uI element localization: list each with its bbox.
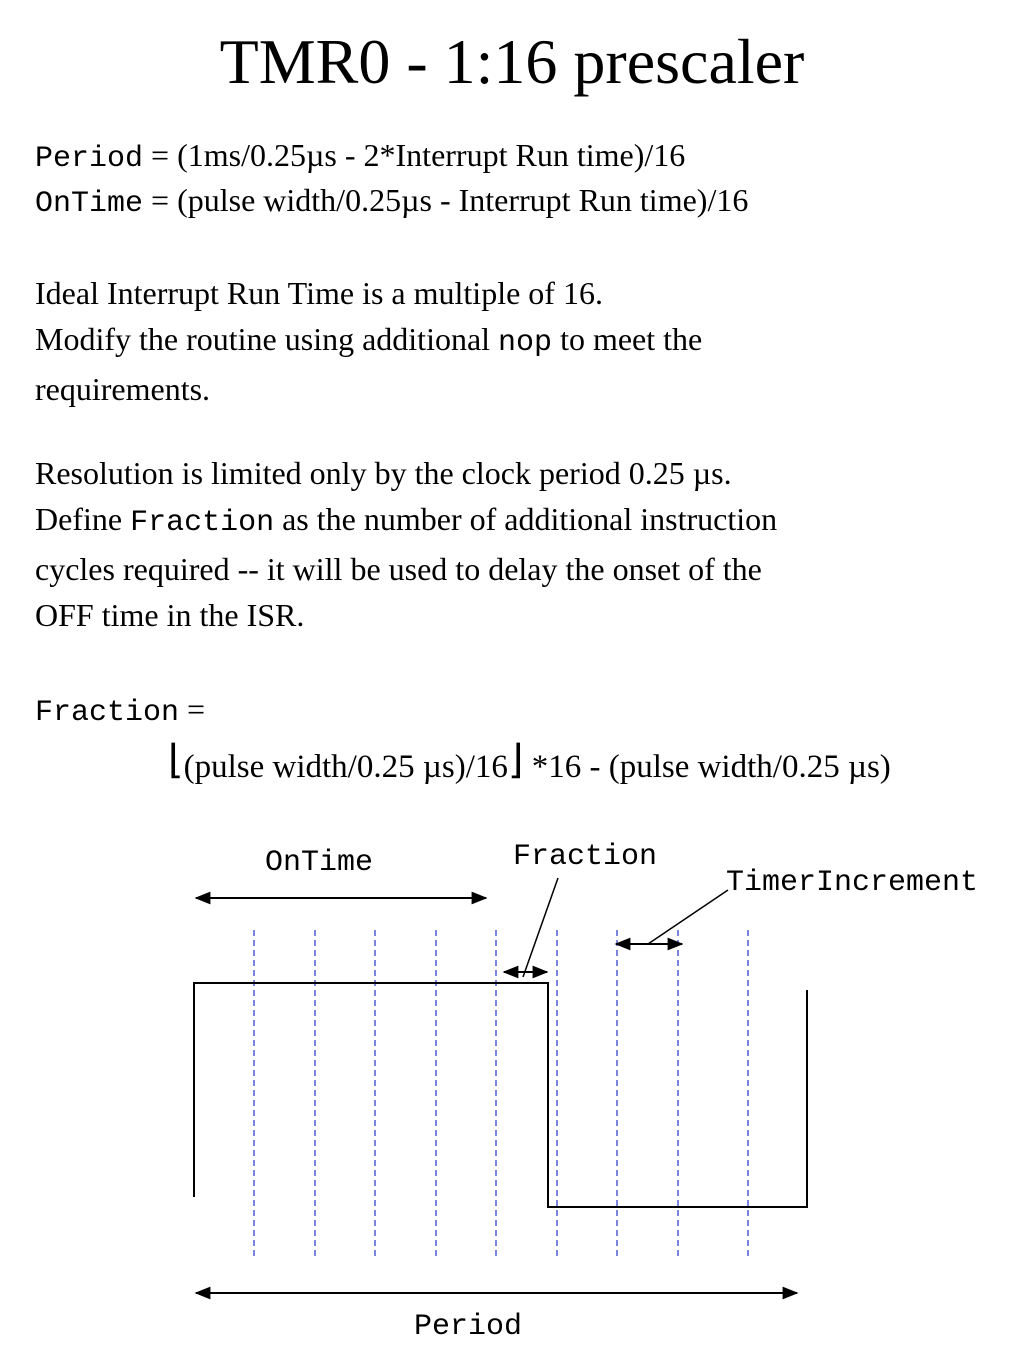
period-expr: = (1ms/0.25µs - 2*Interrupt Run time)/16 <box>143 137 686 173</box>
fraction-var: Fraction <box>35 696 180 730</box>
floor-left-bracket: ⌊ <box>168 737 184 783</box>
para2-line2-post: as the number of additional instruction <box>274 501 778 537</box>
para1-line3: requirements. <box>35 371 211 407</box>
fraction-leader-line <box>523 878 558 977</box>
period-var: Period <box>35 142 144 176</box>
fraction-rest: *16 - (pulse width/0.25 µs) <box>523 749 891 785</box>
nop-code: nop <box>498 326 553 360</box>
pulse-waveform <box>194 983 807 1207</box>
para1-line1: Ideal Interrupt Run Time is a multiple of 16. <box>35 275 603 311</box>
para1-line2-pre: Modify the routine using additional <box>35 321 499 357</box>
timer-increment-leader-line <box>648 890 728 944</box>
fraction-label: Fraction <box>513 840 658 874</box>
ontime-expr: = (pulse width/0.25µs - Interrupt Run time)/16 <box>143 182 749 218</box>
para2-line1: Resolution is limited only by the clock period 0.25 µs. <box>35 455 732 491</box>
page-title: TMR0 - 1:16 prescaler <box>219 26 805 97</box>
ontime-var: OnTime <box>35 187 144 221</box>
para2-line4: OFF time in the ISR. <box>35 597 305 633</box>
fraction-code: Fraction <box>130 506 275 540</box>
fraction-eq: = <box>179 691 206 727</box>
para2-line2-pre: Define <box>35 501 131 537</box>
para2-line3: cycles required -- it will be used to delay the onset of the <box>35 551 762 587</box>
ontime-label: OnTime <box>265 846 374 880</box>
floor-inner: (pulse width/0.25 µs)/16 <box>183 749 508 785</box>
floor-right-bracket: ⌋ <box>507 737 524 783</box>
period-label: Period <box>414 1310 523 1344</box>
para1-line2-post: to meet the <box>552 321 703 357</box>
timer-increment-label: TimerIncrement <box>726 866 979 900</box>
timer-tick-gridlines <box>254 930 748 1258</box>
